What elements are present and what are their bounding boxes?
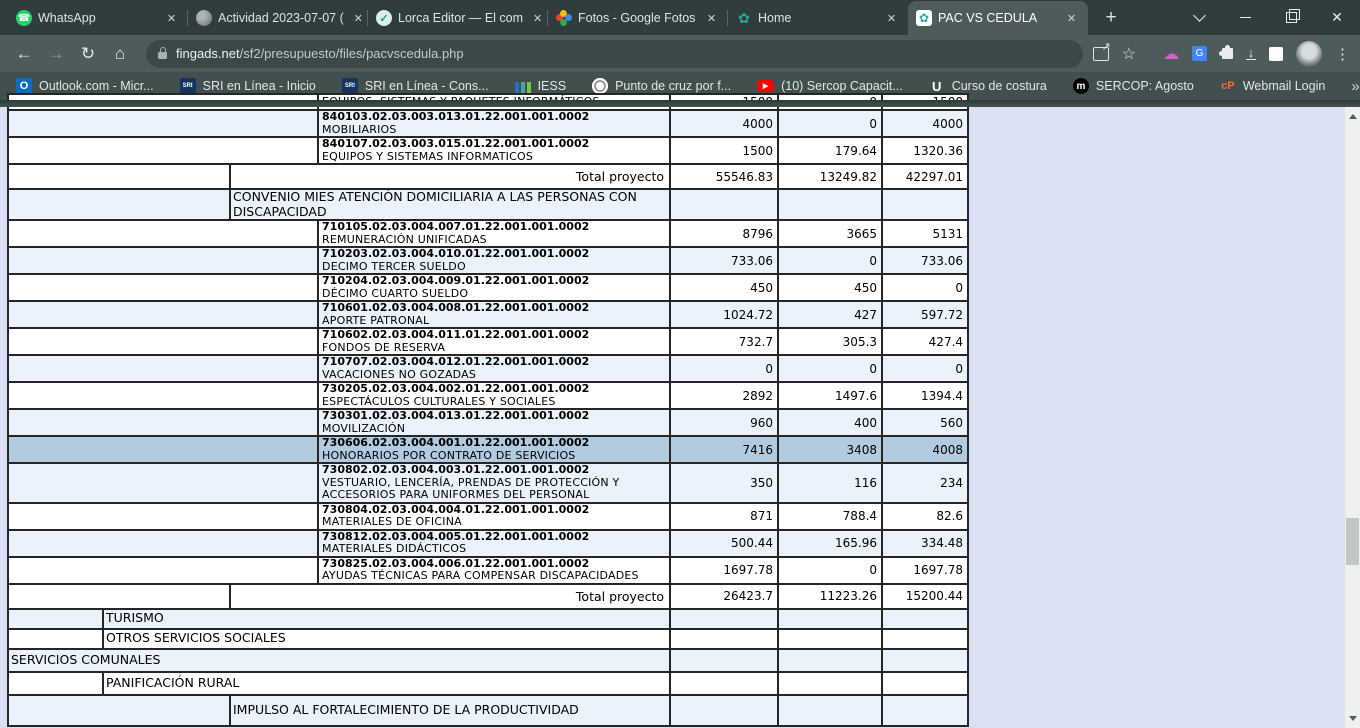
table-row[interactable]: [8, 463, 968, 503]
item-cell: [318, 503, 670, 530]
value-3-cell: 334.48: [882, 530, 968, 557]
value-2-cell: 179.64: [778, 137, 882, 164]
value-2-cell: [778, 629, 882, 649]
tab-title: PAC VS CEDULA: [938, 11, 1038, 25]
item-name: ESPECTÁCULOS CULTURALES Y SOCIALES: [322, 394, 556, 408]
value-1-cell: 871: [670, 503, 778, 530]
bookmark-webmail[interactable]: [1220, 78, 1325, 94]
project-name: CONVENIO MIES ATENCIÓN DOMICILIARIA A LAS PERSONAS CON DISCAPACIDAD: [230, 189, 670, 220]
downloads-icon[interactable]: ↓: [1247, 44, 1255, 60]
value-2-cell: 11223.26: [778, 584, 882, 609]
item-name: MATERIALES DIDÁCTICOS: [322, 542, 467, 555]
value-2-cell: 13249.82: [778, 164, 882, 189]
value-3-cell: [882, 609, 968, 629]
item-name: DÉCIMO CUARTO SUELDO: [322, 286, 469, 300]
bookmark-sri-inicio[interactable]: [180, 78, 316, 94]
value-3-cell: 15200.44: [882, 584, 968, 609]
sri-icon: SRI: [180, 78, 196, 94]
project-header-row[interactable]: [8, 695, 968, 726]
item-code: 710204.02.03.004.009.01.22.001.001.0002: [322, 274, 590, 287]
value-3-cell: [882, 672, 968, 695]
bookmark-curso-costura[interactable]: [929, 78, 1047, 94]
value-3-cell: 560: [882, 409, 968, 436]
value-1-cell: 1024.72: [670, 301, 778, 328]
value-2-cell: 0: [778, 110, 882, 137]
value-2-cell: 0: [778, 355, 882, 382]
tab-close-icon[interactable]: ✕: [886, 12, 897, 25]
indent-cell: [8, 530, 318, 557]
browser-tab-strip: [0, 0, 1360, 35]
value-3-cell: 0: [882, 355, 968, 382]
cpanel-icon: cP: [1221, 80, 1235, 92]
bookmark-label: Punto de cruz por f...: [615, 79, 732, 93]
bookmark-label: Curso de costura: [951, 79, 1047, 93]
tab-close-icon[interactable]: ✕: [1066, 12, 1077, 25]
tab-title: Actividad 2023-07-07 (: [218, 11, 344, 25]
total-row: [8, 164, 968, 189]
value-2-cell: 400: [778, 409, 882, 436]
table-row[interactable]: [8, 110, 968, 137]
value-2-cell: [778, 189, 882, 220]
indent-cell: [8, 629, 103, 649]
value-2-cell: [778, 672, 882, 695]
item-name: VESTUARIO, LENCERÍA, PRENDAS DE PROTECCIÓN Y ACCESORIOS PARA UNIFORMES DEL PERSONAL: [322, 475, 620, 501]
table-row-selected[interactable]: [8, 436, 968, 463]
value-2-cell: 427: [778, 301, 882, 328]
vertical-scrollbar[interactable]: [1345, 107, 1360, 728]
item-cell: [318, 247, 670, 274]
table-row[interactable]: [8, 328, 968, 355]
value-2-cell: 305.3: [778, 328, 882, 355]
indent-cell: [8, 110, 318, 137]
indent-cell: [8, 247, 318, 274]
bookmark-label: IESS: [537, 79, 567, 93]
item-code: 840107.02.03.003.015.01.22.001.001.0002: [322, 137, 590, 150]
teal-flower-icon: ✿: [738, 9, 750, 26]
table-row[interactable]: [8, 274, 968, 301]
value-1-cell: 500.44: [670, 530, 778, 557]
check-circle-icon: ✓: [376, 10, 392, 26]
indent-cell: [8, 609, 103, 629]
value-3-cell: 0: [882, 274, 968, 301]
moodle-icon: m: [1073, 78, 1089, 94]
window-controls: [1176, 0, 1360, 35]
item-cell: [318, 557, 670, 584]
tab-lorca-editor[interactable]: [368, 1, 548, 35]
value-1-cell: 2892: [670, 382, 778, 409]
close-window-button[interactable]: ✕: [1331, 9, 1343, 25]
project-header-row[interactable]: [8, 189, 968, 220]
tab-close-icon[interactable]: ✕: [353, 12, 363, 25]
page-content: [0, 107, 1345, 728]
indent-cell: [8, 409, 318, 436]
value-3-cell: [882, 695, 968, 726]
table-row[interactable]: [8, 137, 968, 164]
item-cell: [318, 274, 670, 301]
item-code: 710602.02.03.004.011.01.22.001.001.0002: [322, 328, 590, 341]
area-row[interactable]: [8, 629, 968, 649]
item-code: 710601.02.03.004.008.01.22.001.001.0002: [322, 301, 590, 314]
tab-whatsapp[interactable]: [8, 1, 188, 35]
scroll-up-arrow-icon[interactable]: [1345, 109, 1360, 124]
value-2-cell: 165.96: [778, 530, 882, 557]
item-code: 710105.02.03.004.007.01.22.001.001.0002: [322, 220, 590, 233]
tab-title: Home: [758, 11, 792, 25]
value-3-cell: [882, 189, 968, 220]
minimize-button[interactable]: [1222, 0, 1268, 35]
budget-table: [7, 93, 969, 727]
table-row[interactable]: [8, 220, 968, 247]
indent-cell: [8, 695, 230, 726]
value-1-cell: [670, 672, 778, 695]
value-2-cell: [778, 695, 882, 726]
tab-pac-vs-cedula-active[interactable]: [908, 1, 1088, 35]
value-3-cell: [882, 629, 968, 649]
table-row[interactable]: [8, 530, 968, 557]
budget-table-wrap: [7, 107, 969, 727]
home-icon[interactable]: ⌂: [114, 43, 126, 63]
bookmark-punto-de-cruz[interactable]: [592, 78, 731, 94]
item-name: MOBILIARIOS: [322, 122, 397, 136]
value-2-cell: 3408: [778, 436, 882, 463]
iess-icon: [515, 82, 531, 93]
bookmark-label: SRI en Línea - Cons...: [364, 79, 489, 93]
bookmarks-overflow-icon[interactable]: »: [1351, 77, 1360, 95]
value-3-cell: 1697.78: [882, 557, 968, 584]
indent-cell: [8, 584, 230, 609]
item-cell: [318, 328, 670, 355]
value-2-cell: [778, 649, 882, 672]
value-3-cell: 427.4: [882, 328, 968, 355]
indent-cell: [8, 355, 318, 382]
url-path: /sf2/presupuesto/files/pacvscedula.php: [239, 46, 464, 61]
bookmark-sercop-agosto[interactable]: [1073, 78, 1194, 94]
item-name: VACACIONES NO GOZADAS: [322, 367, 477, 381]
item-name: APORTE PATRONAL: [322, 313, 430, 327]
lock-icon[interactable]: [158, 52, 167, 59]
value-2-cell: 1497.6: [778, 382, 882, 409]
item-cell: [318, 382, 670, 409]
item-code: 730301.02.03.004.013.01.22.001.001.0002: [322, 409, 590, 422]
area-row[interactable]: [8, 609, 968, 629]
item-cell: [318, 220, 670, 247]
side-panel-icon[interactable]: [1269, 47, 1283, 61]
indent-cell: [8, 672, 103, 695]
value-2-cell: 116: [778, 463, 882, 503]
globe-icon: [196, 10, 212, 26]
value-1-cell: 1697.78: [670, 557, 778, 584]
item-code: 710707.02.03.004.012.01.22.001.001.0002: [322, 355, 590, 368]
indent-cell: [8, 436, 318, 463]
reload-icon[interactable]: ↻: [80, 43, 96, 63]
new-tab-button[interactable]: +: [1105, 7, 1117, 28]
value-2-cell: [778, 609, 882, 629]
table-row[interactable]: [8, 301, 968, 328]
menu-kebab-icon[interactable]: ⋮: [1335, 45, 1350, 63]
bookmark-iess[interactable]: [515, 79, 567, 93]
item-name: HONORARIOS POR CONTRATO DE SERVICIOS: [322, 448, 576, 462]
bookmark-label: SRI en Línea - Inicio: [202, 79, 316, 93]
item-cell: [318, 530, 670, 557]
item-code: 730802.02.03.004.003.01.22.001.001.0002: [322, 463, 590, 476]
item-cell: [318, 301, 670, 328]
value-3-cell: 733.06: [882, 247, 968, 274]
area-name: OTROS SERVICIOS SOCIALES: [103, 629, 670, 649]
indent-cell: [8, 274, 318, 301]
value-1-cell: 450: [670, 274, 778, 301]
outlook-icon: O: [16, 78, 32, 94]
indent-cell: [8, 557, 318, 584]
total-label: Total proyecto: [230, 164, 670, 189]
item-name: MOVILIZACIÓN: [322, 421, 406, 435]
item-code: 730804.02.03.004.004.01.22.001.001.0002: [322, 502, 590, 516]
indent-cell: [8, 137, 318, 164]
item-code: 840103.02.03.003.013.01.22.001.001.0002: [322, 110, 590, 123]
table-row[interactable]: [8, 247, 968, 274]
item-cell: [318, 463, 670, 503]
value-1-cell: [670, 609, 778, 629]
value-1-cell: 55546.83: [670, 164, 778, 189]
value-2-cell: 788.4: [778, 503, 882, 530]
forward-icon[interactable]: →: [47, 43, 65, 63]
magnet-u-icon: U: [932, 78, 942, 94]
sri-icon: SRI: [342, 78, 358, 94]
item-code: 730825.02.03.004.006.01.22.001.001.0002: [322, 556, 590, 570]
indent-cell: [8, 382, 318, 409]
tab-close-icon[interactable]: ✕: [166, 12, 177, 25]
profile-avatar[interactable]: [1296, 41, 1322, 67]
tab-close-icon[interactable]: ✕: [532, 12, 543, 25]
item-code: 710203.02.03.004.010.01.22.001.001.0002: [322, 247, 590, 260]
bookmark-label: Outlook.com - Micr...: [39, 79, 154, 93]
value-1-cell: 733.06: [670, 247, 778, 274]
tab-google-fotos[interactable]: [548, 1, 728, 35]
value-1-cell: 1500: [670, 137, 778, 164]
url-domain: fingads.net: [176, 46, 240, 61]
value-1-cell: 732.7: [670, 328, 778, 355]
value-3-cell: 234: [882, 463, 968, 503]
indent-cell: [8, 328, 318, 355]
item-name: DECIMO TERCER SUELDO: [322, 259, 466, 273]
value-1-cell: 8796: [670, 220, 778, 247]
back-icon[interactable]: ←: [15, 43, 33, 63]
tab-title: WhatsApp: [38, 11, 96, 25]
tab-home[interactable]: [728, 1, 908, 35]
value-3-cell: 4000: [882, 110, 968, 137]
value-3-cell: [882, 649, 968, 672]
tab-actividad[interactable]: [188, 1, 368, 35]
bookmark-outlook[interactable]: [16, 78, 154, 94]
share-icon[interactable]: [1093, 40, 1111, 61]
indent-cell: [8, 189, 230, 220]
indent-cell: [8, 301, 318, 328]
value-1-cell: 960: [670, 409, 778, 436]
item-cell: [318, 110, 670, 137]
bookmark-label: (10) Sercop Capacit...: [781, 79, 903, 93]
value-2-cell: 3665: [778, 220, 882, 247]
whatsapp-icon: ☎: [16, 10, 32, 26]
value-3-cell: 5131: [882, 220, 968, 247]
tab-title: Fotos - Google Fotos: [578, 11, 696, 25]
total-row: [8, 584, 968, 609]
item-name: REMUNERACIÓN UNIFICADAS: [322, 232, 487, 246]
toolbar-shadow: [0, 100, 1360, 107]
item-code: 730812.02.03.004.005.01.22.001.001.0002: [322, 529, 590, 543]
item-cell: [318, 409, 670, 436]
tab-search-chevron-icon[interactable]: [1176, 0, 1222, 35]
address-bar[interactable]: [146, 40, 1083, 68]
area-name: TURISMO: [103, 609, 670, 629]
table-row[interactable]: [8, 382, 968, 409]
value-3-cell: 597.72: [882, 301, 968, 328]
value-3-cell: 42297.01: [882, 164, 968, 189]
indent-cell: [8, 463, 318, 503]
function-name: SERVICIOS COMUNALES: [8, 649, 670, 672]
cross-stitch-icon: [592, 78, 608, 94]
bookmark-label: Webmail Login: [1242, 79, 1326, 93]
item-cell: [318, 436, 670, 463]
value-3-cell: 82.6: [882, 503, 968, 530]
item-cell: [318, 355, 670, 382]
value-2-cell: 0: [778, 557, 882, 584]
teal-flower-icon: ✿: [916, 10, 932, 26]
total-label: Total proyecto: [230, 584, 670, 609]
value-1-cell: 4000: [670, 110, 778, 137]
area-name: PANIFICACIÓN RURAL: [103, 672, 670, 695]
project-name: IMPULSO AL FORTALECIMIENTO DE LA PRODUCTIVIDAD: [230, 695, 670, 726]
function-row[interactable]: [8, 649, 968, 672]
value-1-cell: [670, 189, 778, 220]
indent-cell: [8, 164, 230, 189]
google-photos-icon: [556, 10, 572, 26]
item-name: EQUIPOS Y SISTEMAS INFORMATICOS: [322, 149, 534, 163]
bookmark-sri-consultas[interactable]: [342, 78, 489, 94]
bookmark-label: SERCOP: Agosto: [1095, 79, 1194, 93]
value-1-cell: 350: [670, 463, 778, 503]
value-2-cell: 450: [778, 274, 882, 301]
item-name: AYUDAS TÉCNICAS PARA COMPENSAR DISCAPACIDADES: [322, 569, 639, 582]
url-text[interactable]: [176, 46, 464, 61]
scrollbar-thumb[interactable]: [1346, 518, 1359, 565]
tab-title: Lorca Editor — El com: [398, 11, 524, 25]
table-row[interactable]: [8, 503, 968, 530]
extension-cloud-icon[interactable]: ☁: [1163, 45, 1179, 63]
item-code: 730606.02.03.004.001.01.22.001.001.0002: [322, 436, 590, 449]
item-name: FONDOS DE RESERVA: [322, 340, 446, 354]
value-3-cell: 1320.36: [882, 137, 968, 164]
value-1-cell: [670, 649, 778, 672]
browser-toolbar: [0, 35, 1360, 72]
youtube-icon: ▶: [757, 80, 774, 92]
translate-icon[interactable]: G: [1192, 46, 1207, 61]
value-1-cell: 7416: [670, 436, 778, 463]
table-row[interactable]: [8, 409, 968, 436]
item-code: 730205.02.03.004.002.01.22.001.001.0002: [322, 382, 590, 395]
value-3-cell: 1394.4: [882, 382, 968, 409]
area-row[interactable]: [8, 672, 968, 695]
table-row[interactable]: [8, 557, 968, 584]
tab-close-icon[interactable]: ✕: [706, 12, 717, 25]
value-1-cell: [670, 629, 778, 649]
indent-cell: [8, 220, 318, 247]
value-2-cell: 0: [778, 247, 882, 274]
value-1-cell: 0: [670, 355, 778, 382]
bookmark-sercop-capacit[interactable]: [757, 79, 903, 93]
table-row[interactable]: [8, 355, 968, 382]
value-3-cell: 4008: [882, 436, 968, 463]
share-arrow-icon: ↗: [1101, 40, 1111, 53]
item-cell: [318, 137, 670, 164]
scroll-down-arrow-icon[interactable]: [1345, 711, 1360, 726]
extensions-puzzle-icon[interactable]: [1222, 48, 1233, 59]
bookmark-star-icon[interactable]: ☆: [1121, 45, 1136, 63]
item-name: MATERIALES DE OFICINA: [322, 515, 462, 528]
value-1-cell: 26423.7: [670, 584, 778, 609]
value-1-cell: [670, 695, 778, 726]
indent-cell: [8, 503, 318, 530]
toolbar-right-icons: [1093, 41, 1350, 67]
restore-button[interactable]: [1268, 0, 1314, 35]
